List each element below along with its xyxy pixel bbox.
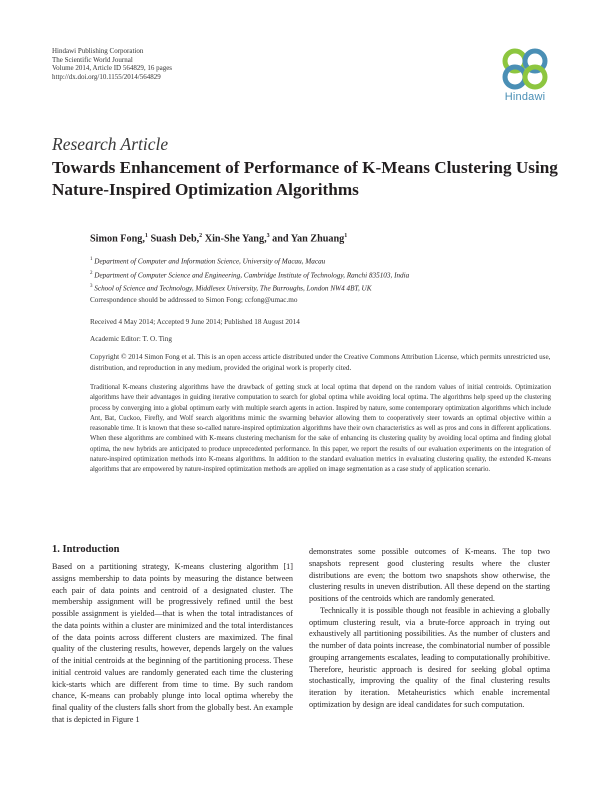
academic-editor: Academic Editor: T. O. Ting	[90, 335, 172, 343]
affiliation-item	[90, 254, 570, 268]
section-heading: 1. Introduction	[52, 544, 120, 555]
hindawi-logo	[498, 44, 552, 106]
paper-title: Towards Enhancement of Performance of K-Means Clustering Using Nature-Inspired Optimization Algorithms	[52, 158, 558, 199]
right-column	[309, 546, 550, 711]
affiliation-sup: 3	[90, 284, 93, 290]
copyright-notice: Copyright © 2014 Simon Fong et al. This is an open access article distributed under the Creative Commons Attribution License, which permits unrestricted use, distribution, and reproduction in any medium, provided the original work is properly cited.	[90, 353, 551, 372]
publisher-name: Hindawi Publishing Corporation	[52, 47, 144, 55]
affiliation-text: School of Science and Technology, Middlesex University, The Burroughs, London NW4 4BT, UK	[94, 284, 372, 293]
affiliation-item	[90, 268, 570, 282]
hindawi-logo-icon	[498, 44, 552, 90]
affiliation-text: Department of Computer Science and Engineering, Cambridge Institute of Technology, Ranchi 835103, India	[94, 271, 410, 280]
author-name: Simon Fong,	[90, 233, 145, 245]
author-list	[90, 233, 347, 244]
author-affil-sup: 2	[199, 233, 203, 239]
body-paragraph: Based on a partitioning strategy, K-means clustering algorithm [1] assigns membership to data points by measuring the distance between each pair of data points and centroid of a designated cluster. The membership assignment will be progressively refined until the best possible assignment is yielded—that is when the total intradistances of the data points within a cluster are minimized and the total interdistances of the data points across different clusters are maximized. The final quality of the clustering results, however, depends largely on the values of the initial centroids at the beginning of the partitioning process. These initial centroid values are randomly generated each time the clustering kick-starts which are different from time to time. By such random chance, K-means can probably plunge into local optima whereby the final quality of the clusters falls short from the globally best. An example that is depicted in Figure 1	[52, 562, 293, 724]
correspondence: Correspondence should be addressed to Simon Fong; ccfong@umac.mo	[90, 296, 298, 304]
journal-name: The Scientific World Journal	[52, 55, 133, 64]
affiliation-sup: 1	[90, 257, 93, 262]
article-dates: Received 4 May 2014; Accepted 9 June 2014; Published 18 August 2014	[90, 318, 300, 326]
author-affil-sup: 3	[266, 233, 270, 239]
author-name: and Yan Zhuang	[272, 233, 345, 245]
abstract-text: Traditional K-means clustering algorithms have the drawback of getting stuck at local optima that depend on the random values of initial centroids. Optimization algorithms have their advantages in guiding iterative computation to search for global optima while avoiding local optima. The algorithms help speed up the clustering process by converging into a global optimum early with multiple search agents in action. Inspired by nature, some contemporary optimization algorithms which include Ant, Bat, Cuckoo, Firefly, and Wolf search algorithms mimic the swarming behavior allowing them to cooperatively steer towards an optimal objective within a reasonable time. It is known that these so-called nature-inspired optimization algorithms have their own characteristics as well as pros and cons in different applications. When these algorithms are combined with K-means clustering mechanism for the sake of enhancing its clustering quality by avoiding local optima and finding global optima, the new hybrids are anticipated to produce unprecedented performance. In this paper, we report the results of our evaluation experiments on the integration of nature-inspired optimization methods into K-means algorithms. In addition to the standard evaluation metrics in evaluating clustering quality, the extended K-means algorithms that are empowered by nature-inspired optimization methods are applied on image segmentation as a case study of application scenario.	[90, 384, 551, 474]
body-paragraph: Technically it is possible though not feasible in achieving a globally optimum clustering result, via a brute-force approach in trying out exhaustively all partitioning possibilities. As the number of clusters and the number of data points increase, the combinatorial number of possible grouping arrangements escalates, leading to computationally prohibitive. Therefore, heuristic approach is desired for seeking global optima stochastically, improving the quality of the final clustering results iteration by iteration. Metaheuristics which enable incremental optimization by design are ideal candidates for such computation.	[309, 605, 550, 709]
left-column	[52, 561, 293, 726]
affiliation-item	[90, 281, 570, 295]
volume-info: Volume 2014, Article ID 564829, 16 pages	[52, 64, 173, 73]
author-name: Suash Deb,	[150, 233, 200, 245]
author-affil-sup: 1	[344, 233, 348, 239]
logo-text: Hindawi	[504, 91, 546, 103]
article-type: Research Article	[52, 134, 169, 154]
author-affil-sup: 1	[144, 233, 148, 239]
affiliation-list	[90, 254, 570, 295]
author-name: Xin-She Yang,	[204, 233, 267, 245]
affiliation-text: Department of Computer and Information Science, University of Macau, Macau	[94, 257, 326, 266]
body-paragraph: demonstrates some possible outcomes of K-means. The top two snapshots represent good clustering results where the cluster distributions are even; the bottom two snapshots show otherwise, the clustering results in uneven distribution. All these depend on the starting positions of the centroids which are randomly generated.	[309, 547, 550, 603]
journal-header	[52, 47, 172, 82]
doi-link[interactable]: http://dx.doi.org/10.1155/2014/564829	[52, 73, 161, 82]
affiliation-sup: 2	[90, 270, 93, 276]
abstract	[90, 383, 551, 476]
